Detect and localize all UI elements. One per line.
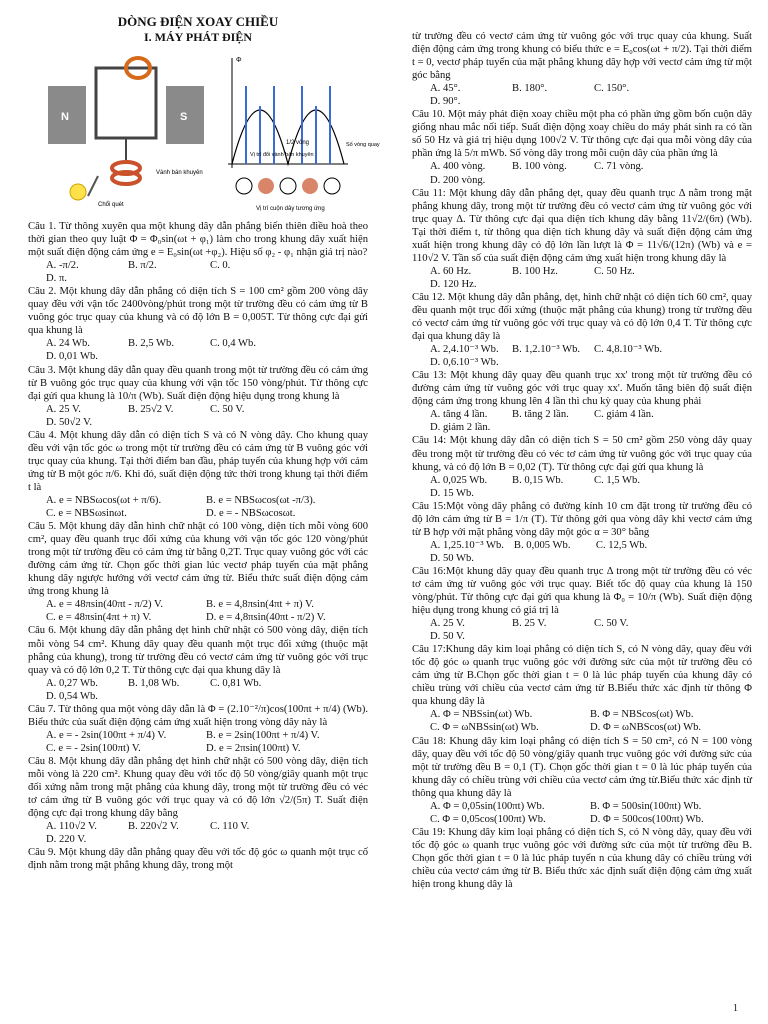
answer-option: B. 25 V. bbox=[512, 618, 547, 630]
question-9: Câu 9. Một khung dây dẫn phẳng quay đều với tốc độ góc ω quanh một trục cố định nằm trong mặt phẳng khung dây, trong một bbox=[28, 847, 368, 872]
question-16: Câu 16:Một khung dây quay đều quanh trục Δ trong một từ trường đều có véc tơ cảm ứng từ vuông góc với trục quay. Biết tốc độ quay của khung là 150 vòng/phút. Từ thông cực đại gửi qua khung là Φ₀ = 10/π (Wb). Suất điện động hiệu dụng trong khung có giá trị là bbox=[412, 565, 752, 617]
answer-option: A. 24 Wb. bbox=[46, 338, 90, 350]
answer-option: D. 220 V. bbox=[46, 834, 87, 846]
answers-5 bbox=[28, 598, 368, 624]
generator-diagram bbox=[28, 46, 380, 216]
answer-option: C. 50 V. bbox=[594, 618, 629, 630]
answer-option: D. 0,54 Wb. bbox=[46, 690, 98, 702]
answer-option: B. e = 4,8πsin(4πt + π) V. bbox=[206, 599, 314, 611]
answer-option: B. 2,5 Wb. bbox=[128, 338, 175, 350]
answers-10 bbox=[412, 160, 752, 186]
answer-option: C. giảm 4 lần. bbox=[594, 409, 654, 421]
answer-option: A. e = - 2sin(100πt + π/4) V. bbox=[46, 729, 167, 741]
question-14: Câu 14: Một khung dây dẫn có diện tích S = 50 cm² gồm 250 vòng dây quay đều trong một từ trường đều có véc tơ cảm ứng từ vuông góc với trục quay của khung, và có độ lớn B = 0,02 (T). Từ thông cực đại gửi qua khung là bbox=[412, 435, 752, 473]
answer-option: C. 0,4 Wb. bbox=[210, 338, 257, 350]
answers-18 bbox=[412, 800, 752, 826]
question-18: Câu 18: Khung dây kim loại phẳng có diện tích S = 50 cm², có N = 100 vòng dây, quay đều với tốc độ 50 vòng/giây quanh trục vuông góc với đường sức của một từ trường đều B = 0,1 (T). Chọn gốc thời gian t = 0 là lúc pháp tuyến của khung dây có chiều trùng với chiều của vectơ cảm ứng từ.Biểu thức xác định từ thông qua khung dây là bbox=[412, 735, 752, 799]
answers-17 bbox=[412, 708, 752, 734]
answers-11 bbox=[412, 265, 752, 291]
question-13: Câu 13: Một khung dây quay đều quanh trục xx' trong một từ trường đều có đường cảm ứng từ vuông góc với trục quay xx'. Muốn tăng biên độ suất điện động cảm ứng trong khung lên 4 lần thì chu kỳ quay của khung phải bbox=[412, 370, 752, 408]
answer-option: A. 60 Hz. bbox=[430, 265, 472, 277]
answer-option: D. e = - NBSωcosωt. bbox=[206, 508, 296, 520]
answer-option: D. 120 Hz. bbox=[430, 278, 477, 290]
answer-option: A. 400 vòng. bbox=[430, 161, 486, 173]
answers-15 bbox=[412, 539, 752, 565]
question-15: Câu 15:Một vòng dây phẳng có đường kính 10 cm đặt trong từ trường đều có độ lớn cảm ứng từ B = 1/π (T). Từ thông gởi qua vòng dây khi vectơ cảm ứng từ B hợp với mặt phẳng vòng dây một góc α = 30° bằng bbox=[412, 500, 752, 538]
answer-option: A. tăng 4 lần. bbox=[430, 409, 488, 421]
answer-option: A. 0,025 Wb. bbox=[430, 474, 488, 486]
question-10: Câu 10. Một máy phát điện xoay chiều một pha có phần ứng gồm bốn cuộn dây giống nhau mắc nối tiếp. Suất điện động xoay chiều do máy phát sinh ra có tần số 50 Hz và giá trị hiệu dụng 100√2 V. Từ thông cực đại qua mỗi vòng dây của phần ứng là 5/π mWb. Số vòng dây trong mỗi cuộn dây của phần ứng là bbox=[412, 109, 752, 160]
section-title: I. MÁY PHÁT ĐIỆN bbox=[143, 30, 252, 44]
label-slip-rings: Vành bán khuyên bbox=[156, 170, 203, 176]
answers-3 bbox=[28, 403, 368, 429]
answer-option: B. π/2. bbox=[128, 260, 157, 272]
answer-option: A. 1,25.10⁻³ Wb. bbox=[430, 539, 504, 551]
label-phi: Φ bbox=[236, 57, 242, 64]
question-4: Câu 4. Một khung dây dẫn có diện tích S và có N vòng dây. Cho khung quay đều với vận tốc góc ω trong một từ trường đều có cảm ứng từ B vuông góc với trục quay của khung. Tại thời điểm ban đầu, pháp tuyến của khung hợp với cảm ứng từ B một góc π/6. Khi đó, suất điện động tức thời trong khung tại thời điểm t là bbox=[28, 429, 368, 493]
answer-option: C. 0. bbox=[210, 260, 231, 272]
answer-option: B. Φ = 500sin(100πt) Wb. bbox=[590, 800, 702, 812]
question-6: Câu 6. Một khung dây dẫn phẳng dẹt hình chữ nhật có 500 vòng dây, diện tích mỗi vòng 54 cm². Khung dây quay đều quanh một trục đối xứng (thuộc mặt phẳng của khung), trong từ trường đều có vectơ cảm ứng từ vuông góc với trục quay và có độ lớn 0,2 T. Từ thông cực đại qua khung dây là bbox=[28, 625, 368, 676]
answer-option: B. 1,2.10⁻³ Wb. bbox=[512, 344, 581, 356]
answer-option: C. e = NBSωsinωt. bbox=[46, 508, 127, 520]
answer-option: B. 220√2 V. bbox=[128, 821, 179, 833]
answer-option: D. 0,01 Wb. bbox=[46, 351, 98, 363]
answer-option: B. e = 2sin(100πt + π/4) V. bbox=[206, 729, 320, 741]
answer-option: D. Φ = 500cos(100πt) Wb. bbox=[590, 813, 704, 825]
answer-option: A. 25 V. bbox=[430, 618, 465, 630]
question-7: Câu 7. Từ thông qua một vòng dây dẫn là Φ = (2.10⁻²/π)cos(100πt + π/4) (Wb). Biểu thức của suất điện động cảm ứng xuất hiện trong vòng dây này là bbox=[28, 703, 368, 728]
coil bbox=[96, 68, 156, 138]
answer-option: C. Φ = 0,05cos(100πt) Wb. bbox=[430, 813, 546, 825]
question-9-continued: từ trường đều có vectơ cảm ứng từ vuông góc với trục quay của khung. Suất điện động cảm ứng trong khung có biểu thức e = E₀cos(ωt + π/2). Tại thời điểm t = 0, vectơ pháp tuyến của mặt phẳng khung dây hợp với vectơ cảm ứng từ một góc bằng bbox=[412, 31, 752, 82]
answers-12 bbox=[412, 343, 752, 369]
answers-8 bbox=[28, 820, 368, 846]
answer-option: C. 71 vòng. bbox=[594, 161, 644, 173]
answer-option: A. Φ = 0,05sin(100πt) Wb. bbox=[430, 800, 545, 812]
answer-option: B. 100 Hz. bbox=[512, 265, 558, 277]
answer-option: D. 50 Wb. bbox=[430, 552, 474, 564]
question-17: Câu 17:Khung dây kim loại phẳng có diện tích S, có N vòng dây, quay đều với tốc độ góc ω quanh trục vuông góc với đường sức của một từ trường đều có cảm ứng từ B.Chọn gốc thời gian t = 0 là lúc pháp tuyến của khung dây có chiều trùng với chiều của vectơ cảm ứng từ B.Biểu thức xác định từ thông Φ qua khung dây là bbox=[412, 644, 752, 708]
answer-option: C. 50 Hz. bbox=[594, 265, 635, 277]
answers-6 bbox=[28, 677, 368, 703]
question-19: Câu 19: Khung dây kim loại phẳng có diện tích S, có N vòng dây, quay đều với tốc độ góc ω quanh trục vuông góc với đường sức của một từ trường đều B. Chọn gốc thời gian t = 0 là lúc pháp tuyến n của khung dây có chiều trùng với chiều của vectơ cảm ứng từ B. Biểu thức xác định suất điện động cảm ứng xuất hiện trong khung dây là bbox=[412, 826, 752, 891]
right-column bbox=[412, 30, 752, 891]
answer-option: C. 110 V. bbox=[210, 821, 250, 833]
answer-option: D. Φ = ωNBScos(ωt) Wb. bbox=[590, 722, 702, 734]
answers-7 bbox=[28, 729, 368, 755]
answer-option: D. 50 V. bbox=[430, 631, 465, 643]
answer-option: C. 0,81 Wb. bbox=[210, 677, 262, 689]
answer-option: C. 12,5 Wb. bbox=[595, 539, 648, 551]
question-3: Câu 3. Một khung dây dẫn quay đều quanh trong một từ trường đều có cảm ứng từ B vuông góc trục quay của khung với vận tốc 150 vòng/phút. Từ thông cực đại gửi qua khung là 10/π (Wb). Suất điện động hiệu dụng trong khung là bbox=[28, 364, 368, 402]
answer-option: D. π. bbox=[46, 273, 67, 285]
answer-option: B. 180°. bbox=[512, 83, 548, 95]
label-turns: Số vòng quay bbox=[346, 142, 380, 148]
answer-option: A. 110√2 V. bbox=[46, 821, 97, 833]
answer-option: B. e = NBSωcos(ωt -π/3). bbox=[206, 494, 316, 506]
answer-option: D. 200 vòng. bbox=[430, 174, 486, 186]
question-5: Câu 5. Một khung dây dẫn hình chữ nhật có 100 vòng, diện tích mỗi vòng 600 cm², quay đều quanh trục đối xứng của khung với vận tốc góc 120 vòng/phút trong một từ trường đều có cảm ứng từ bằng 0,2T. Trục quay vuông góc với các đường cảm ứng từ. Chọn gốc thời gian lúc vectơ pháp tuyến của mặt phẳng khung dây ngược hướng với vectơ cảm ứng từ. Biểu thức suất điện động cảm ứng trong khung là bbox=[28, 521, 368, 598]
question-8: Câu 8. Một khung dây dẫn phẳng dẹt hình chữ nhật có 500 vòng dây, diện tích mỗi vòng là 220 cm². Khung quay đều với tốc độ 50 vòng/giây quanh một trục đối xứng nằm trong mặt phẳng của khung dây, trong một từ trường đều có véc tơ cảm ứng từ B vuông góc với trục quay và có độ lớn √2/(5π) T. Suất điện động cực đại trong khung dây bằng bbox=[28, 755, 368, 820]
answers-9 bbox=[412, 82, 752, 108]
answer-option: A. e = 48πsin(40πt - π/2) V. bbox=[46, 599, 163, 611]
question-1: Câu 1. Từ thông xuyên qua một khung dây dẫn phẳng biến thiên điều hoà theo thời gian theo quy luật Φ = Φ₀sin(ωt + φ₁) làm cho trong khung dây xuất hiện một suất điện động cảm ứng e = E₀sin(ωt +φ₂). Hiệu số φ₂ - φ₁ nhận giá trị nào? bbox=[28, 221, 368, 259]
answer-option: B. 1,08 Wb. bbox=[128, 677, 180, 689]
label-half-turn: 1/2 vòng bbox=[286, 140, 310, 146]
answers-2 bbox=[28, 337, 368, 363]
page-number: 1 bbox=[733, 1003, 738, 1014]
bulb-icon bbox=[70, 184, 86, 200]
answers-16 bbox=[412, 617, 752, 643]
answer-option: A. -π/2. bbox=[46, 260, 79, 272]
answer-option: D. giảm 2 lần. bbox=[430, 422, 491, 434]
answer-option: A. Φ = NBSsin(ωt) Wb. bbox=[430, 709, 533, 721]
generator-figure bbox=[28, 46, 380, 216]
answer-option: C. 150°. bbox=[594, 83, 630, 95]
answer-option: C. Φ = ωNBSsin(ωt) Wb. bbox=[430, 722, 539, 734]
answer-option: B. 0,15 Wb. bbox=[512, 474, 564, 486]
answer-option: C. 4,8.10⁻³ Wb. bbox=[594, 344, 663, 356]
answer-option: D. e = 2πsin(100πt) V. bbox=[206, 742, 301, 754]
label-s: S bbox=[180, 111, 188, 123]
answer-option: B. 25√2 V. bbox=[128, 403, 174, 415]
answer-option: D. e = 4,8πsin(40πt - π/2) V. bbox=[206, 612, 326, 624]
answer-option: A. 45°. bbox=[430, 83, 461, 95]
label-n: N bbox=[61, 111, 69, 123]
answer-option: C. 50 V. bbox=[210, 403, 245, 415]
answer-option: D. 15 Wb. bbox=[430, 487, 474, 499]
page-title: DÒNG ĐIỆN XOAY CHIỀU bbox=[117, 14, 279, 29]
answer-option: C. e = - 2sin(100πt) V. bbox=[46, 742, 141, 754]
answer-option: A. 25 V. bbox=[46, 403, 81, 415]
answers-1 bbox=[28, 259, 368, 285]
answer-option: A. 2,4.10⁻³ Wb. bbox=[430, 344, 499, 356]
question-12: Câu 12. Một khung dây dẫn phẳng, dẹt, hình chữ nhật có diện tích 60 cm², quay đều quanh một trục đối xứng (thuộc mặt phẳng của khung) trong từ trường đều có vectơ cảm ứng từ vuông góc với trục quay và có độ lớn 0,4 T. Từ thông cực đại qua khung dây là bbox=[412, 291, 752, 343]
answer-option: B. 0,005 Wb. bbox=[513, 539, 571, 551]
label-contact: Vị trí đổi vành bán khuyên bbox=[250, 152, 314, 158]
answer-option: C. 1,5 Wb. bbox=[594, 474, 641, 486]
answer-option: A. e = NBSωcos(ωt + π/6). bbox=[46, 494, 162, 506]
answers-4 bbox=[28, 494, 368, 520]
answer-option: B. 100 vòng. bbox=[512, 161, 567, 173]
answer-option: D. 0,6.10⁻³ Wb. bbox=[430, 357, 499, 369]
answer-option: B. Φ = NBScos(ωt) Wb. bbox=[590, 709, 694, 721]
label-brush: Chổi quét bbox=[98, 202, 124, 208]
answer-option: D. 50√2 V. bbox=[46, 416, 93, 428]
question-2: Câu 2. Một khung dây dẫn phẳng có diện tích S = 100 cm² gồm 200 vòng dây quay đều với vận tốc 2400vòng/phút trong một từ trường đều có cảm ứng từ B vuông góc trục quay của khung và có độ lớn B = 0,005T. Từ thông cực đại gửi qua khung là bbox=[28, 286, 368, 337]
answer-option: C. e = 48πsin(4πt + π) V. bbox=[46, 612, 152, 624]
answers-14 bbox=[412, 474, 752, 500]
answer-option: A. 0,27 Wb. bbox=[46, 677, 98, 689]
answer-option: B. tăng 2 lần. bbox=[512, 409, 569, 421]
answers-13 bbox=[412, 408, 752, 434]
answer-option: D. 90°. bbox=[430, 96, 461, 108]
question-11: Câu 11: Một khung dây dẫn phẳng dẹt, quay đều quanh trục Δ nằm trong mặt phẳng khung dây, trong một từ trường đều có vectơ cảm ứng từ vuông góc với trục quay Δ. Từ thông cực đại qua diện tích khung dây bằng 11√2/(6π) (Wb). Tại thời điểm t, từ thông qua diện tích khung dây và suất điện động cảm ứng xuất hiện trong khung dây có độ lớn lần lượt là Φ = 11√6/(12π) (Wb) và e = 110√2 V. Tần số của suất điện động cảm ứng xuất hiện trong khung dây là bbox=[412, 187, 752, 264]
left-column bbox=[28, 14, 380, 872]
label-coil-position: Vị trí cuộn dây tương ứng bbox=[256, 206, 325, 212]
